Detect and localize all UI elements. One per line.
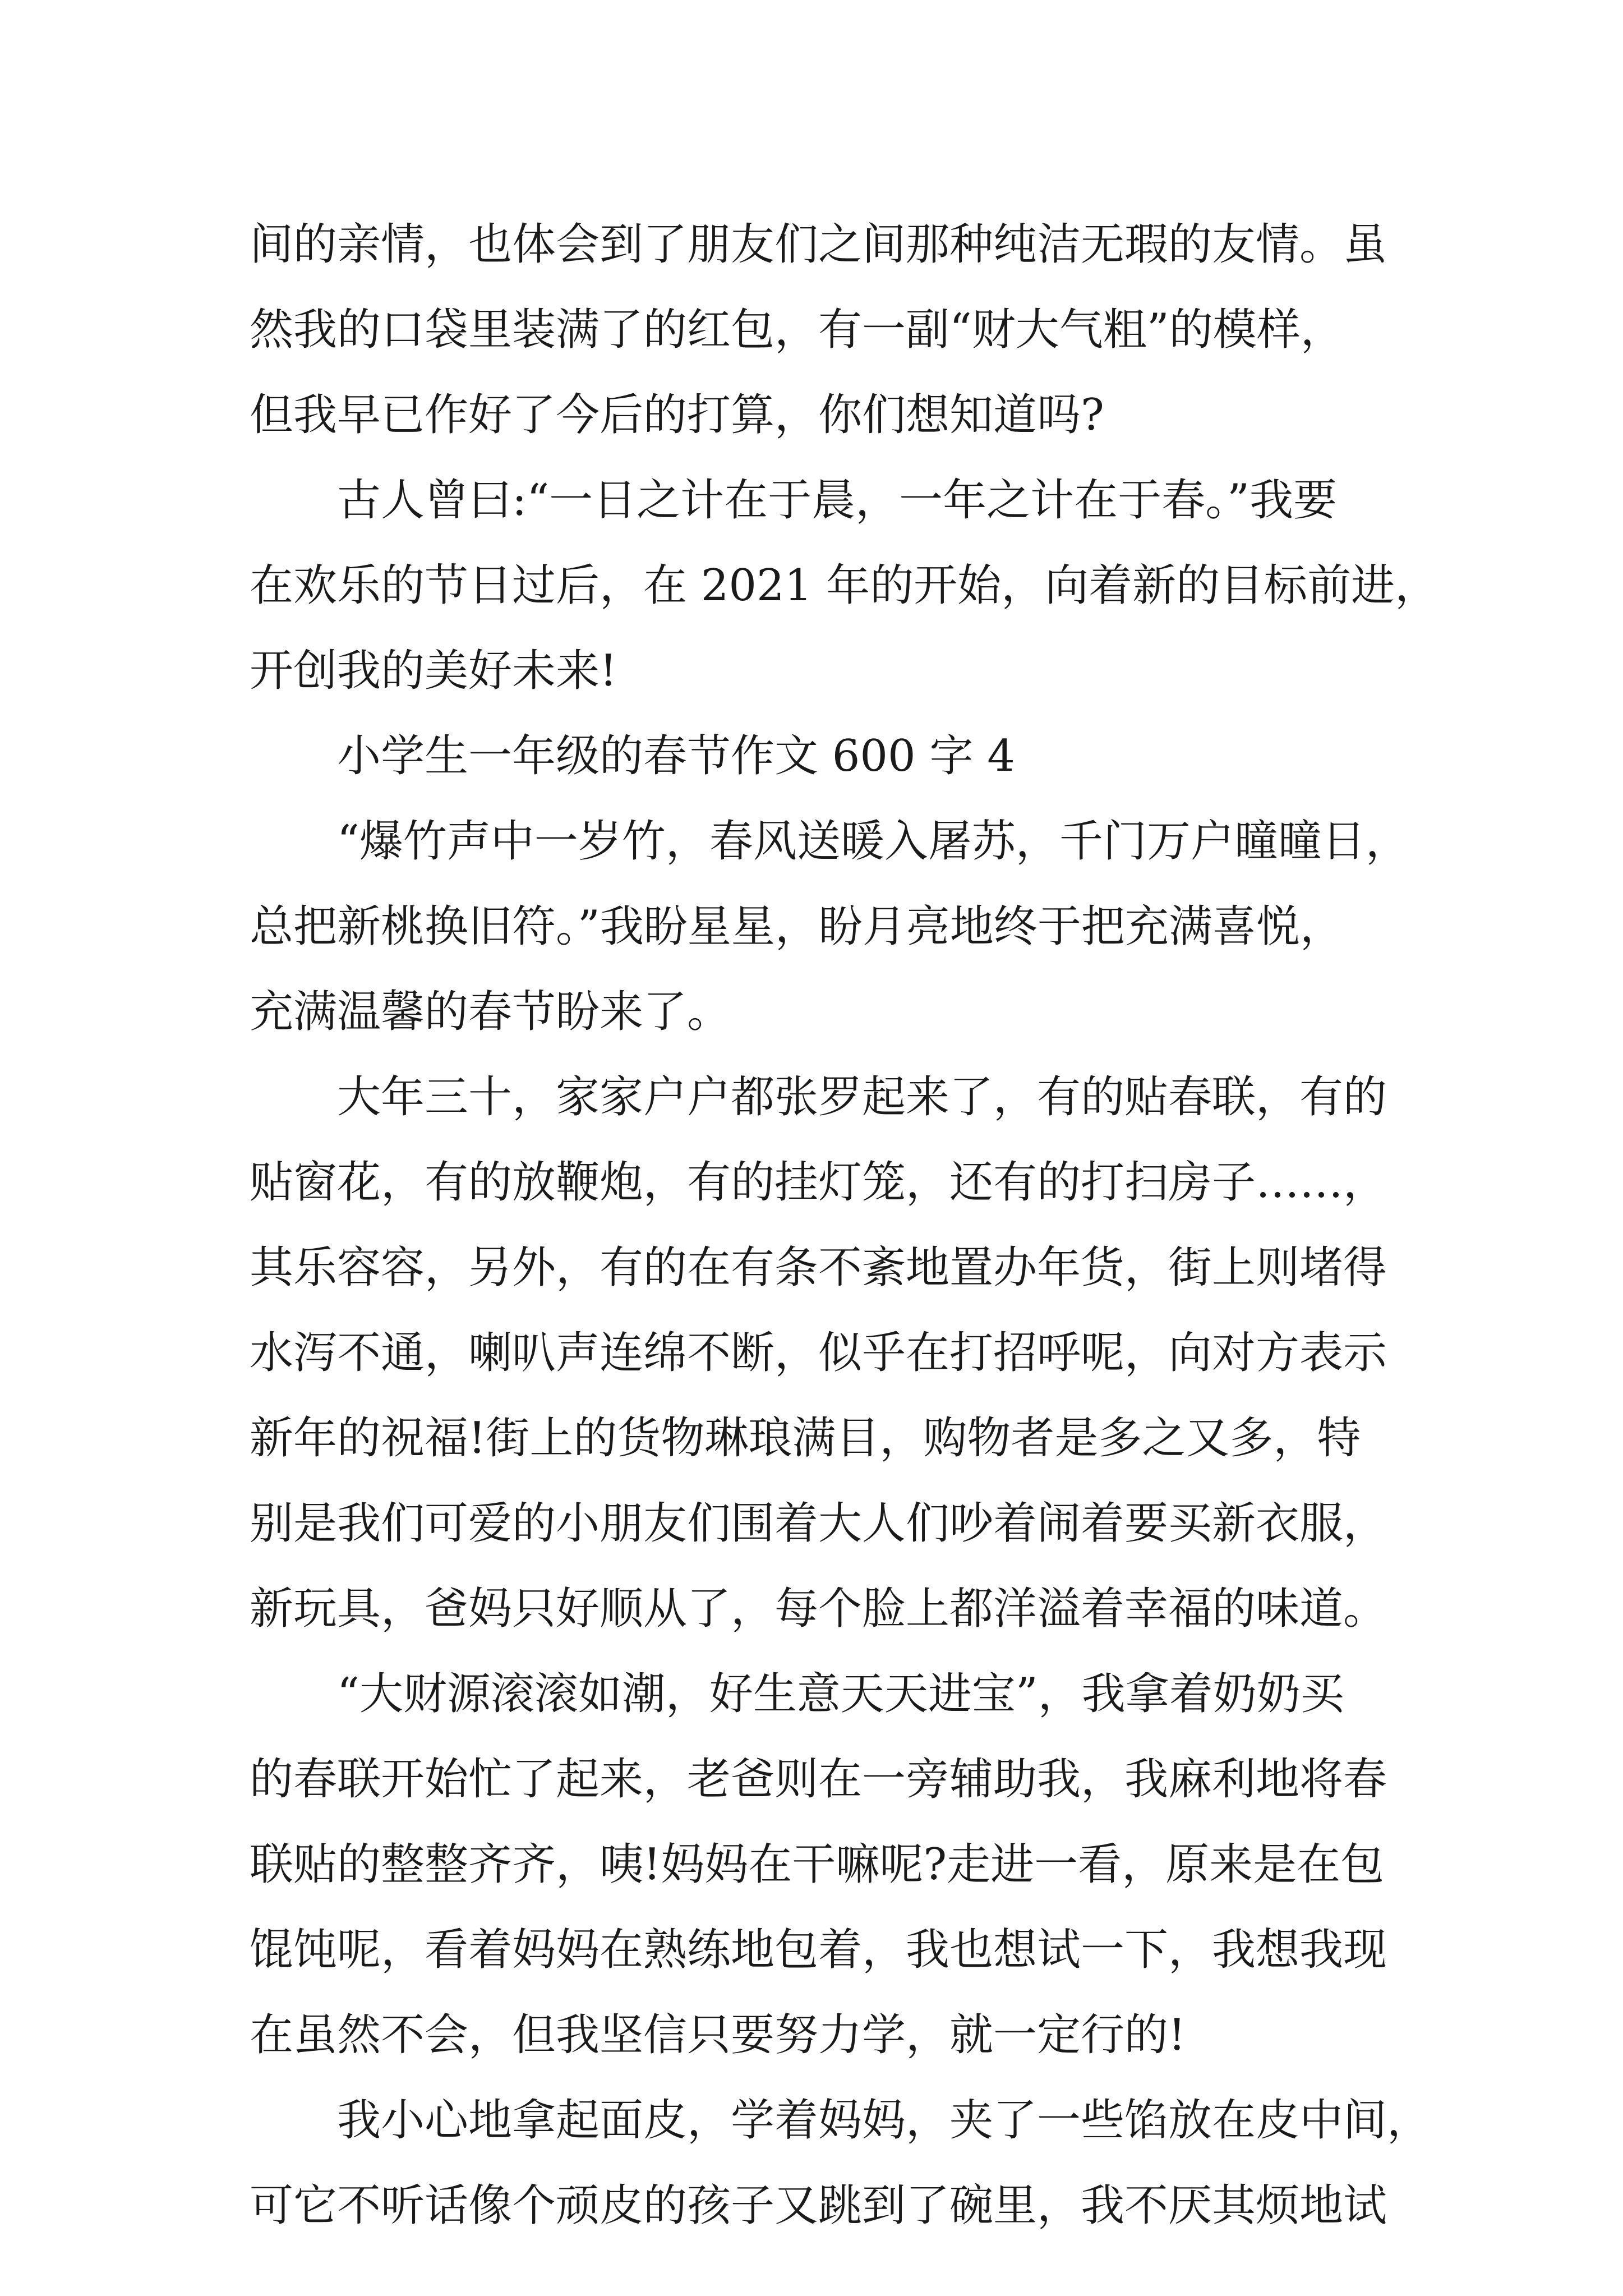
text-line: 在虽然不会，但我坚信只要努力学，就一定行的! (250, 2010, 1186, 2060)
text-line: 新年的祝福!街上的货物琳琅满目，购物者是多之又多，特 (250, 1413, 1361, 1464)
text-line: 的春联开始忙了起来，老爸则在一旁辅助我，我麻利地将春 (250, 1754, 1387, 1805)
text-line: 在欢乐的节日过后，在 2021 年的开始，向着新的目标前进， (250, 560, 1439, 611)
text-line: 古人曾曰:“一日之计在于晨，一年之计在于春。”我要 (337, 475, 1338, 526)
text-line: 新玩具，爸妈只好顺从了，每个脸上都洋溢着幸福的味道。 (250, 1584, 1387, 1634)
text-line: 其乐容容，另外，有的在有条不紊地置办年货，街上则堵得 (250, 1243, 1387, 1293)
text-line: 然我的口袋里装满了的红包，有一副“财大气粗”的模样， (250, 305, 1344, 355)
text-line: 可它不听话像个顽皮的孩子又跳到了碗里，我不厌其烦地试 (250, 2180, 1387, 2231)
text-line: 联贴的整整齐齐，咦!妈妈在干嘛呢?走进一看，原来是在包 (250, 1839, 1385, 1890)
text-line: 我小心地拿起面皮，学着妈妈，夹了一些馅放在皮中间， (337, 2095, 1431, 2146)
document-body (250, 202, 1439, 2248)
text-line: “爆竹声中一岁竹，春风送暖入屠苏，千门万户曈曈日， (337, 816, 1409, 867)
section-heading: 小学生一年级的春节作文 600 字 4 (337, 731, 1015, 781)
text-line: 总把新桃换旧符。”我盼星星，盼月亮地终于把充满喜悦， (250, 901, 1344, 952)
text-line: 水泻不通，喇叭声连绵不断，似乎在打招呼呢，向对方表示 (250, 1328, 1387, 1378)
text-line: 大年三十，家家户户都张罗起来了，有的贴春联，有的 (337, 1072, 1387, 1122)
text-line: 充满温馨的春节盼来了。 (250, 987, 731, 1037)
text-line: 别是我们可爱的小朋友们围着大人们吵着闹着要买新衣服， (250, 1498, 1387, 1549)
text-line: 馄饨呢，看着妈妈在熟练地包着，我也想试一下，我想我现 (250, 1925, 1387, 1975)
text-line: “大财源滚滚如潮，好生意天天进宝”，我拿着奶奶买 (337, 1669, 1344, 1719)
text-line: 贴窗花，有的放鞭炮，有的挂灯笼，还有的打扫房子……， (250, 1157, 1387, 1208)
text-line: 开创我的美好未来! (250, 646, 617, 696)
text-line: 但我早已作好了今后的打算，你们想知道吗? (250, 390, 1104, 440)
text-line: 间的亲情，也体会到了朋友们之间那种纯洁无瑕的友情。虽 (250, 219, 1387, 270)
